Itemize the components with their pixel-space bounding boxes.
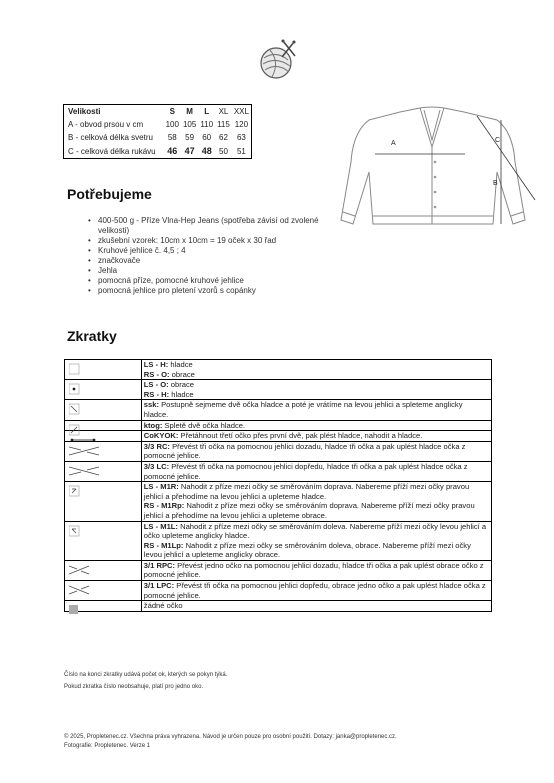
abbreviation-line	[144, 370, 489, 380]
abbreviation-line	[144, 442, 489, 461]
abbreviation-code: LS - O:	[143, 380, 169, 390]
abbreviation-row	[65, 461, 492, 481]
abbreviation-description: obrace	[169, 369, 195, 379]
dot-icon	[69, 382, 129, 396]
size-cell: 47	[181, 144, 198, 159]
size-cell: 58	[167, 133, 177, 142]
abbreviations-table	[64, 359, 492, 612]
abbreviation-description: Přetáhnout třetí očko přes první dvě, pak plést hladce, nahodit a hladce.	[178, 431, 423, 441]
size-col-xxl: XXL	[232, 105, 252, 119]
m1l-icon	[69, 524, 129, 538]
abbreviation-text	[141, 441, 491, 461]
abbreviation-code: RS - M1Rp:	[143, 501, 185, 511]
abbreviation-description: Nahodit z příze mezi očky se směrováním doprava. Nabereme příží mezi očky pravou jehlicí a přehodíme na levou jehlici a upleteme obrace.	[143, 501, 475, 520]
abbreviation-symbol	[65, 380, 142, 400]
abbreviation-code: 3/1 LPC:	[143, 581, 175, 591]
abbreviation-text	[141, 461, 491, 481]
abbreviation-row	[65, 482, 492, 521]
abbreviation-line	[144, 360, 489, 370]
cable-right-icon	[69, 444, 129, 458]
footer-copyright: © 2025, Propletenec.cz. Všechna práva vyhrazena. Návod je určen pouze pro osobní použití. Dotazy: janka@propletenec.cz.	[64, 734, 397, 740]
size-cell: 110	[200, 120, 214, 129]
abbreviation-symbol	[65, 482, 142, 521]
abbreviation-line	[144, 421, 489, 431]
size-cell: 46	[164, 144, 181, 159]
abbreviation-row	[65, 521, 492, 560]
needs-list-item: • pomocná jehlice pro pletení vzorů s copánky	[86, 286, 326, 296]
needs-list-item: • značkovače	[86, 256, 326, 266]
abbreviation-code: RS - H:	[143, 389, 170, 399]
abbreviation-text	[141, 360, 491, 380]
abbreviation-code: 3/3 LC:	[143, 461, 170, 471]
abbreviation-description: Převést tři očka na pomocnou jehlici dopředu, hladce tři očka a pak uplést hladce očka z pomocné jehlice.	[143, 461, 468, 481]
abbreviation-description: Spletě dvě očka hladce.	[162, 420, 246, 430]
size-col-s: S	[164, 105, 181, 119]
abbreviation-line	[144, 601, 489, 611]
abbreviation-description: obrace	[168, 380, 195, 390]
abbreviation-symbol	[65, 441, 142, 461]
no-stitch-icon	[69, 603, 129, 617]
abbreviation-description: hladce	[168, 360, 193, 369]
abbreviation-line	[144, 541, 489, 560]
abbreviation-code: RS - O:	[143, 369, 170, 379]
abbreviation-row	[65, 360, 492, 380]
size-cell: 50	[215, 144, 232, 159]
needs-list-item: • zkušební vzorek: 10cm x 10cm = 19 oček x 30 řad	[86, 236, 326, 246]
abbreviation-symbol	[65, 420, 142, 431]
abbreviation-description: Nahodit z příze mezi očky se směrováním doprava. Nabereme příží mezi očky pravou jehlicí a přehodíme na levou jehlici a upleteme hladce.	[143, 482, 470, 501]
abbreviation-row	[65, 560, 492, 580]
size-row	[64, 118, 252, 131]
abbreviation-line	[144, 501, 489, 520]
size-cell: 48	[198, 144, 215, 159]
abbreviation-line	[144, 522, 489, 541]
size-row	[64, 131, 252, 144]
abbreviation-line	[144, 400, 489, 419]
size-col-m: M	[181, 105, 198, 119]
abbreviation-code: CoKYOK:	[143, 431, 179, 441]
rpc-icon	[69, 563, 129, 577]
abbreviation-row	[65, 400, 492, 420]
size-row-label: B - celková délka svetru	[64, 131, 164, 144]
abbreviation-symbol	[65, 581, 142, 601]
size-row-label: C - celková délka rukávu	[64, 144, 164, 159]
abbreviation-symbol	[65, 560, 142, 580]
size-cell: 105	[182, 120, 197, 129]
abbreviation-code: LS - M1R:	[143, 482, 179, 492]
abbreviation-text	[141, 400, 491, 420]
size-table	[63, 104, 252, 159]
abbreviation-code: ktog:	[143, 420, 163, 430]
size-row	[64, 144, 252, 159]
size-cell: 51	[232, 144, 252, 159]
abbreviation-code: LS - H:	[143, 360, 169, 369]
abbreviation-code: 3/3 RC:	[143, 441, 170, 451]
abbreviation-line	[144, 482, 489, 501]
abbreviation-row	[65, 581, 492, 601]
abbreviation-line	[144, 581, 489, 600]
abbreviation-text	[141, 601, 491, 612]
abbreviation-row	[65, 380, 492, 400]
abbreviation-text	[141, 581, 491, 601]
abbreviation-line	[144, 390, 489, 400]
abbreviation-text	[141, 380, 491, 400]
size-cell: 120	[232, 118, 252, 131]
abbreviation-description: Převést tři očka na pomocnou jehlici dozadu, hladce tři očka a pak uplést hladce očka z pomocné jehlice.	[143, 441, 466, 461]
abbreviation-code: ssk:	[143, 400, 159, 410]
needs-list-item: • 400-500 g - Příze Vlna-Hep Jeans (spotřeba závisí od zvolené velikosti)	[86, 216, 326, 236]
footer-photo-credit: Fotografie: Propletenec. Verze 1	[64, 743, 151, 749]
abbreviation-line	[144, 431, 489, 441]
abbreviation-row	[65, 420, 492, 431]
abbreviation-line	[144, 462, 489, 481]
abbreviation-description: Nahodit z příze mezi očky se směrováním doleva. Nabereme příží mezi očky levou jehlicí a očko upleteme anglicky hladce.	[143, 521, 487, 541]
m1r-icon	[69, 484, 129, 498]
abbreviation-symbol	[65, 521, 142, 560]
cable-left-icon	[69, 464, 129, 478]
backslash-icon	[69, 402, 129, 416]
size-cell: 63	[232, 131, 252, 144]
abbreviation-description: Nahodit z příze mezi očky se směrováním doleva, obrace. Nabereme příží mezi očky levou jehlicí a upleteme anglicky obrace.	[143, 540, 471, 560]
dimension-label-a: A	[391, 140, 396, 147]
yarn-ball-logo-icon	[250, 36, 300, 86]
size-cell: 59	[185, 133, 195, 142]
needs-heading: Potřebujeme	[67, 186, 152, 202]
abbreviation-text	[141, 560, 491, 580]
abbreviation-text	[141, 482, 491, 521]
size-cell: 100	[165, 120, 179, 129]
abbreviation-description: hladce	[169, 389, 194, 399]
abbreviation-text	[141, 431, 491, 442]
abbreviation-line	[144, 561, 489, 580]
needs-list-item: • Jehla	[86, 266, 326, 276]
abbreviation-code: 3/1 RPC:	[143, 560, 176, 570]
abbreviation-symbol	[65, 601, 142, 612]
abbreviation-description: Postupně sejmeme dvě očka hladce a poté je vrátíme na levou jehlici a spleteme anglicky hladce.	[143, 400, 463, 419]
abbreviation-description: Převést jedno očko na pomocnou jehlici dozadu, hladce tři očka a pak uplést obrace očko z pomocné jehlice.	[143, 560, 484, 580]
needs-list-item: • pomocná příze, pomocné kruhové jehlice	[86, 276, 326, 286]
dimension-label-b: B	[493, 180, 498, 187]
abbreviation-code: RS - M1Lp:	[143, 540, 184, 550]
lpc-icon	[69, 583, 129, 597]
size-header-label: Velikosti	[64, 105, 164, 119]
abbreviations-heading: Zkratky	[67, 328, 117, 344]
abbreviation-symbol	[65, 360, 142, 380]
empty-square-icon	[69, 362, 129, 376]
abbreviation-description: žádné očko	[143, 601, 183, 611]
size-col-l: L	[198, 105, 215, 119]
abbreviation-row	[65, 441, 492, 461]
sweater-schematic	[325, 102, 540, 242]
note-line-2: Pokud zkratka číslo neobsahuje, platí pro jedno oko.	[64, 684, 204, 690]
abbreviation-text	[141, 521, 491, 560]
note-line-1: Číslo na konci zkratky udává počet ok, kterých se pokyn týká.	[64, 672, 228, 678]
size-cell: 115	[217, 120, 230, 129]
size-col-xl: XL	[215, 105, 232, 119]
abbreviation-row	[65, 601, 492, 612]
size-row-label: A - obvod prsou v cm	[64, 118, 164, 131]
abbreviation-symbol	[65, 400, 142, 420]
logo	[250, 36, 300, 86]
abbreviation-symbol	[65, 431, 142, 442]
needs-list-item: • Kruhové jehlice č. 4,5 ; 4	[86, 246, 326, 256]
abbreviation-description: Převést tři očka na pomocnou jehlici dopředu, obrace jedno očko a pak uplést hladce očka z pomocné jehlice.	[143, 581, 486, 600]
abbreviation-text	[141, 420, 491, 431]
needs-list	[86, 216, 326, 296]
abbreviation-symbol	[65, 461, 142, 481]
size-cell: 62	[219, 133, 228, 142]
abbreviation-row	[65, 431, 492, 442]
dimension-label-c: C	[495, 137, 501, 144]
abbreviation-line	[144, 380, 489, 390]
abbreviation-code: LS - M1L:	[143, 521, 178, 531]
size-cell: 60	[202, 133, 212, 142]
